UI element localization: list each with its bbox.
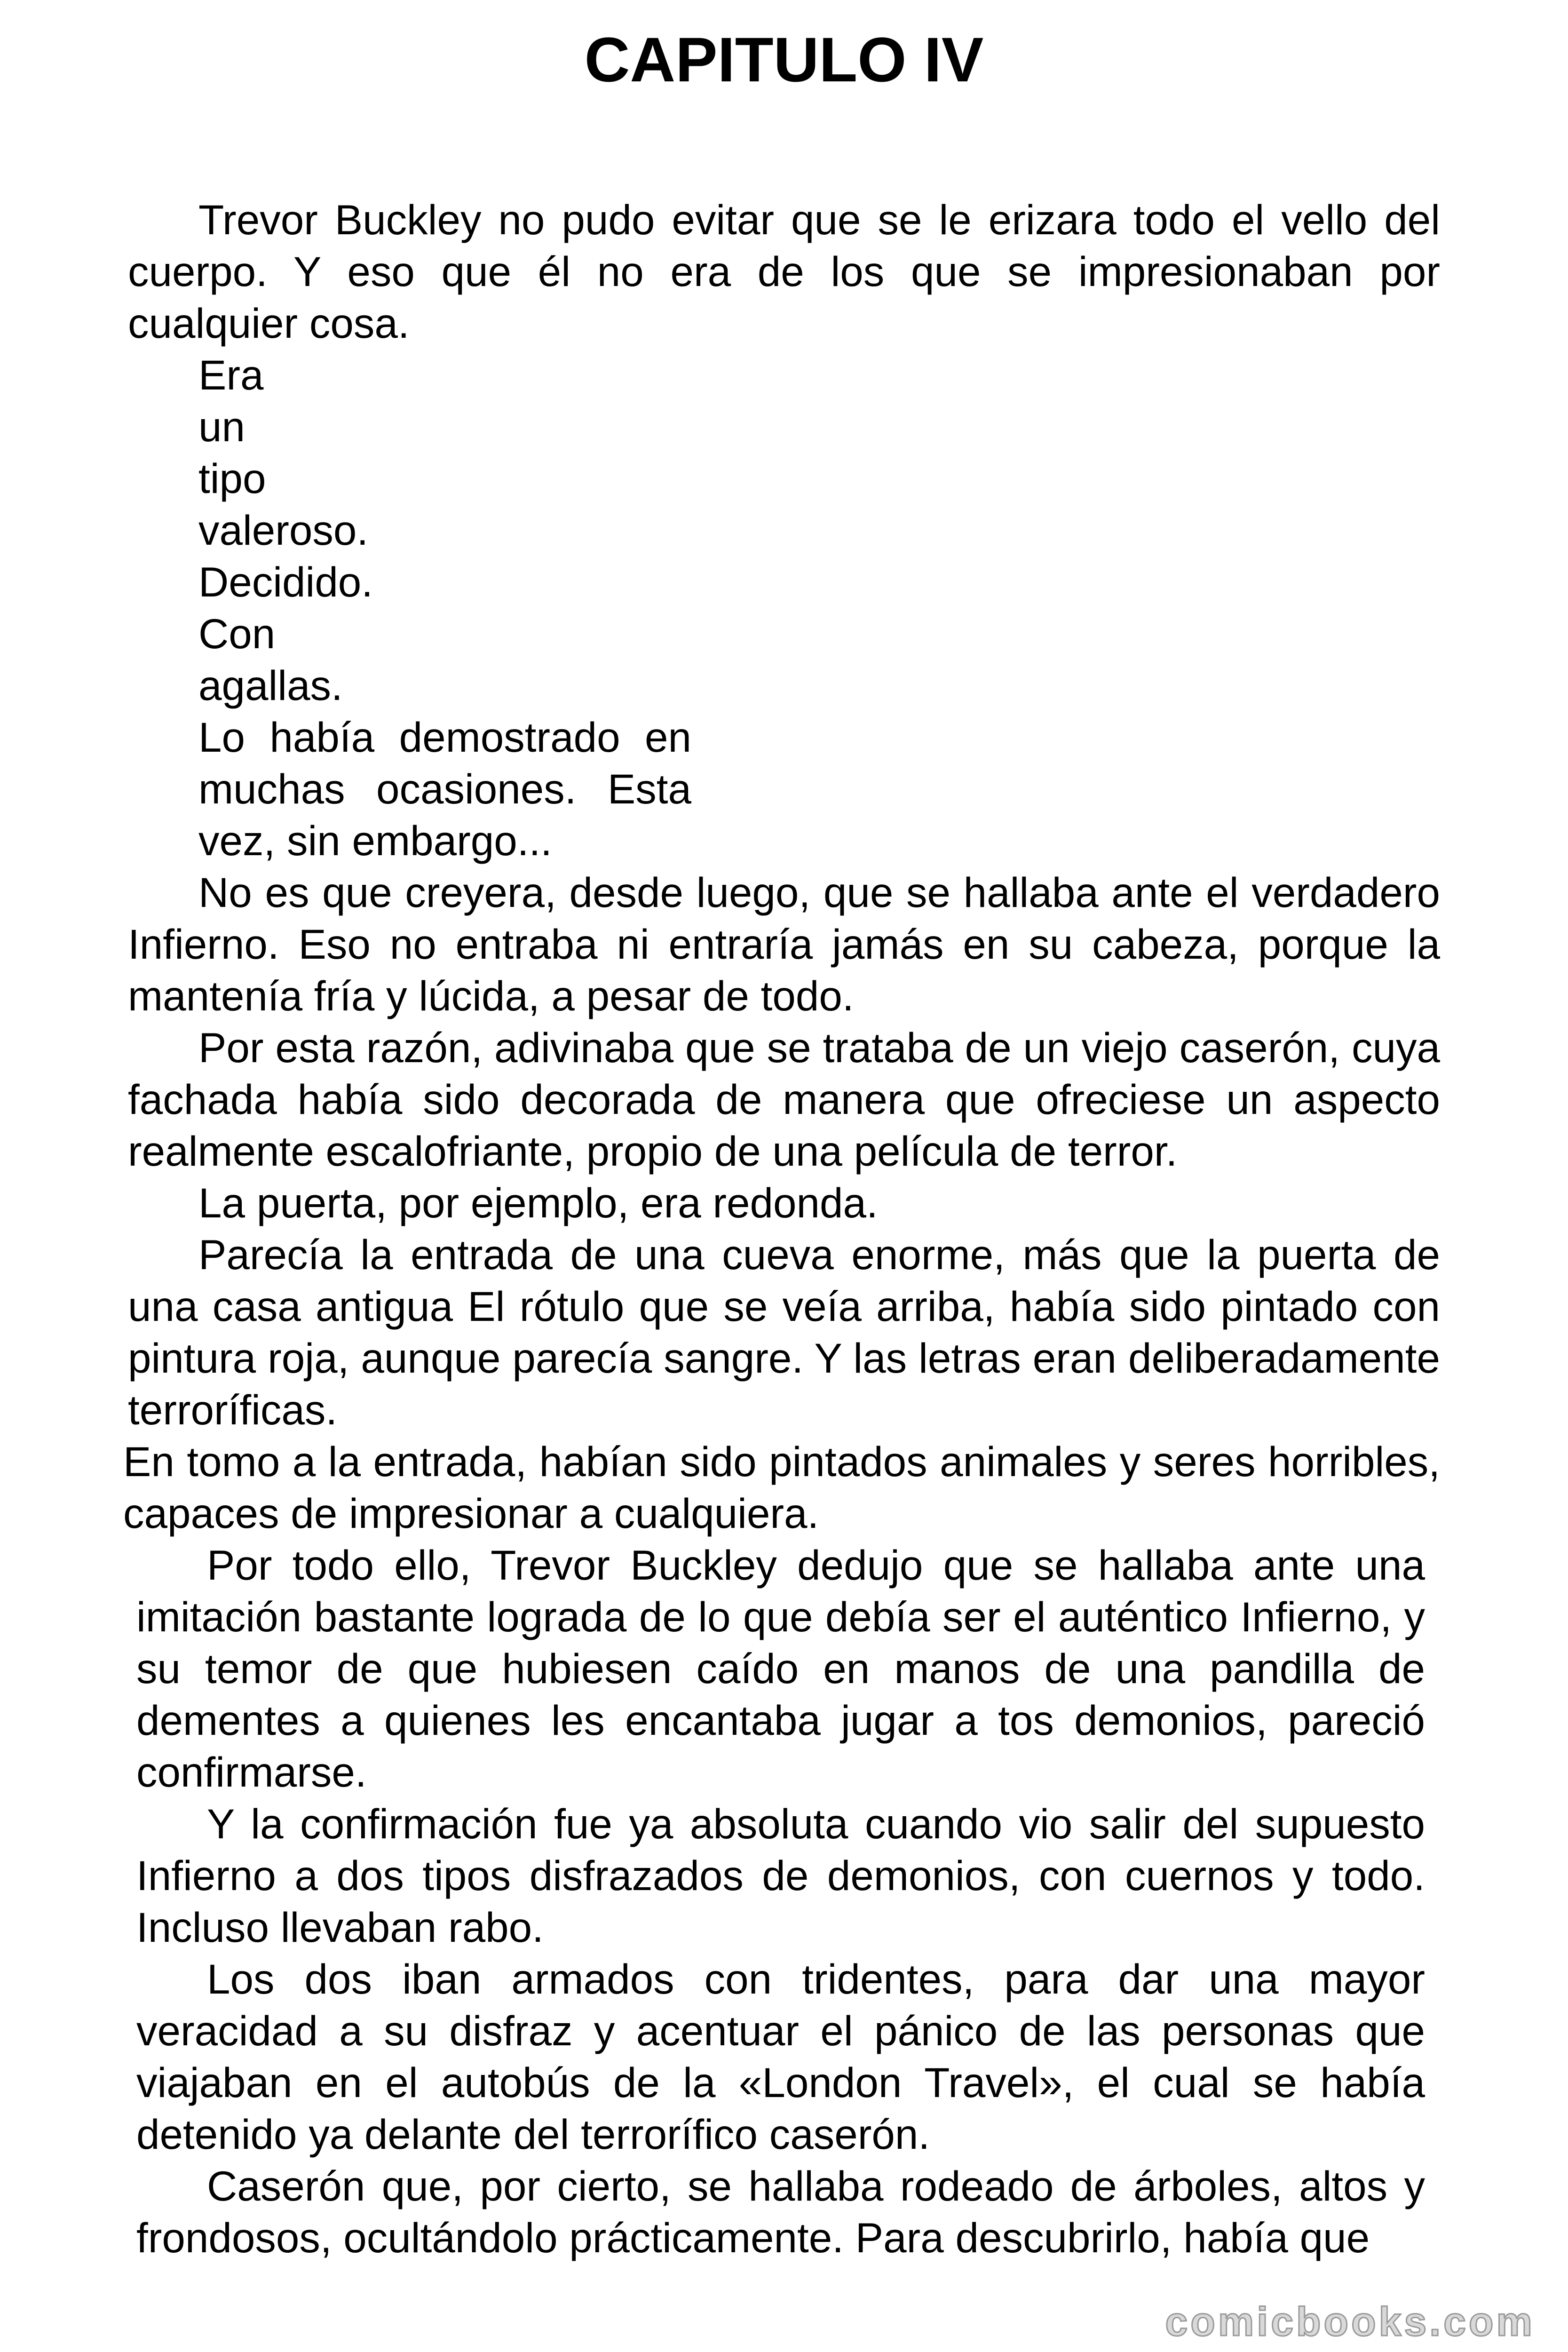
chapter-title: CAPITULO IV bbox=[584, 25, 984, 95]
paragraph-3: No es que creyera, desde luego, que se hallaba ante el verdadero Infierno. Eso no entraba ni entraría jamás en su cabeza, porque la mantenía fría y lúcida, a pesar de todo. bbox=[128, 869, 1440, 1019]
short-line-6: Con bbox=[198, 610, 276, 657]
paragraph-9: Y la confirmación fue ya absoluta cuando vio salir del supuesto Infierno a dos tipos disfrazados de demonios, con cuernos y todo. Incluso llevaban rabo. bbox=[136, 1800, 1425, 1951]
paragraph-6: Parecía la entrada de una cueva enorme, más que la puerta de una casa antigua El rótulo que se veía arriba, había sido pintado con pintura roja, aunque parecía sangre. Y las letras eran deliberadamente terroríficas. bbox=[128, 1231, 1440, 1433]
paragraph-4: Por esta razón, adivinaba que se trataba de un viejo caserón, cuya fachada había sido decorada de manera que ofreciese un aspecto realmente escalofriante, propio de una película de terror. bbox=[128, 1024, 1440, 1175]
short-line-4: valeroso. bbox=[198, 507, 369, 554]
paragraph-5: La puerta, por ejemplo, era redonda. bbox=[198, 1179, 878, 1226]
paragraph-7: En tomo a la entrada, habían sido pintados animales y seres horribles, capaces de impresionar a cualquiera. bbox=[123, 1438, 1440, 1537]
short-line-2: un bbox=[198, 403, 245, 450]
paragraph-11: Caserón que, por cierto, se hallaba rodeado de árboles, altos y frondosos, ocultándolo prácticamente. Para descubrirlo, había que bbox=[136, 2162, 1425, 2261]
site-watermark: comicbooks.com bbox=[1165, 2299, 1535, 2344]
chapter-body bbox=[123, 194, 1440, 2264]
short-line-5: Decidido. bbox=[198, 558, 373, 605]
short-line-7: agallas. bbox=[198, 662, 343, 709]
short-line-1: Era bbox=[198, 351, 264, 398]
paragraph-8: Por todo ello, Trevor Buckley dedujo que se hallaba ante una imitación bastante lograda de lo que debía ser el auténtico Infierno, y su temor de que hubiesen caído en manos de una pandilla de dementes a quienes les encantaba jugar a tos demonios, pareció confirmarse. bbox=[136, 1542, 1425, 1796]
paragraph-2: Lo había demostrado en muchas ocasiones. Esta vez, sin embargo... bbox=[198, 714, 691, 864]
paragraph-10: Los dos iban armados con tridentes, para dar una mayor veracidad a su disfraz y acentuar el pánico de las personas que viajaban en el autobús de la «London Travel», el cual se había detenido ya delante del terrorífico caserón. bbox=[136, 1955, 1425, 2158]
paragraph-1: Trevor Buckley no pudo evitar que se le erizara todo el vello del cuerpo. Y eso que él no era de los que se impresionaban por cualquier cosa. bbox=[128, 196, 1440, 347]
short-lines-block bbox=[198, 349, 691, 866]
short-line-3: tipo bbox=[198, 455, 266, 502]
